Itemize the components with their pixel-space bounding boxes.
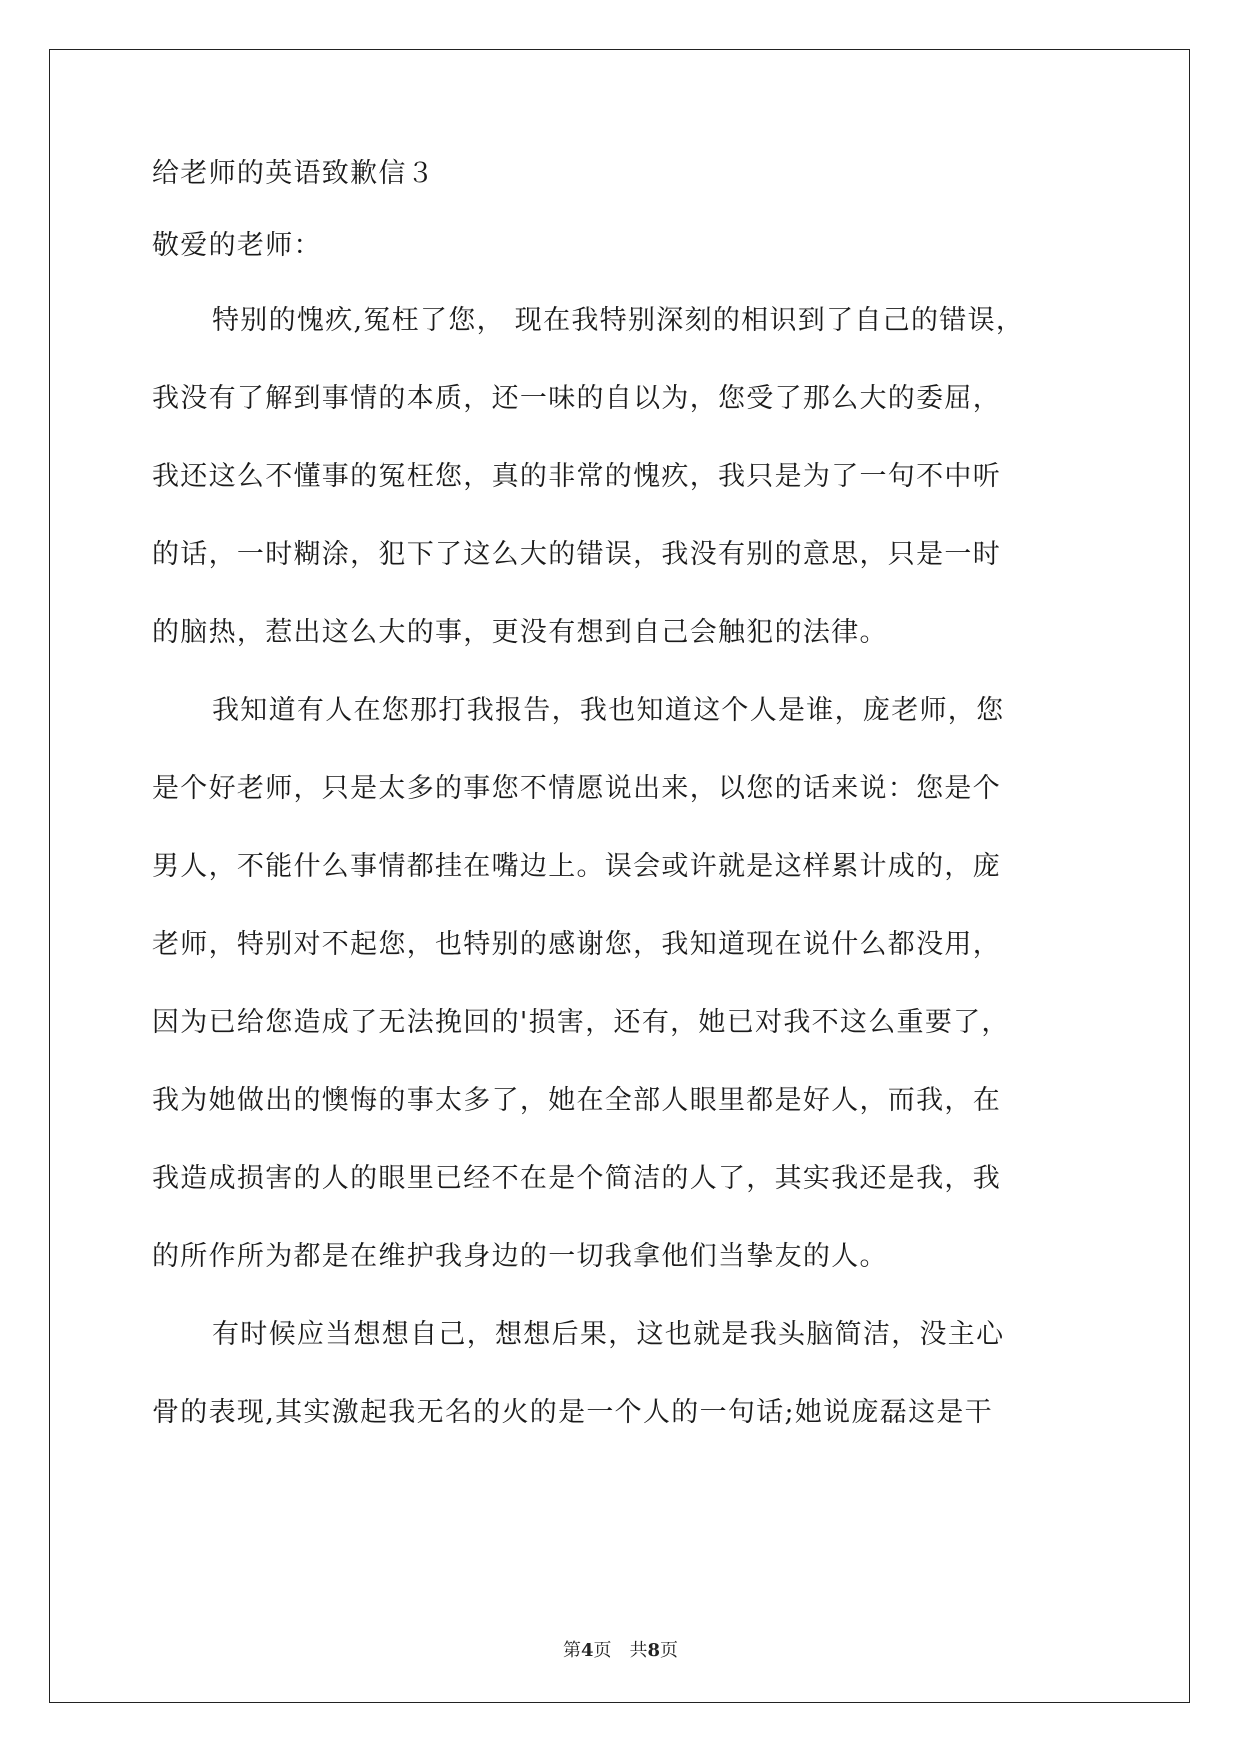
- body-line: 的所作所为都是在维护我身边的一切我拿他们当挚友的人。: [152, 1241, 888, 1272]
- footer-mid: 页 共: [593, 1640, 648, 1661]
- body-line: 我还这么不懂事的冤枉您，真的非常的愧疚，我只是为了一句不中听: [152, 461, 1001, 492]
- footer-suffix: 页: [660, 1640, 679, 1661]
- body-line: 我没有了解到事情的本质，还一味的自以为，您受了那么大的委屈，: [152, 383, 1001, 414]
- body-line: 男人，不能什么事情都挂在嘴边上。误会或许就是这样累计成的，庞: [152, 851, 1001, 882]
- body-line: 特别的愧疚,冤枉了您， 现在我特别深刻的相识到了自己的错误，: [212, 305, 1025, 336]
- body-line: 有时候应当想想自己，想想后果，这也就是我头脑简洁，没主心: [212, 1319, 1005, 1350]
- body-line: 老师，特别对不起您，也特别的感谢您，我知道现在说什么都没用，: [152, 929, 1001, 960]
- body-line: 我知道有人在您那打我报告，我也知道这个人是谁，庞老师，您: [212, 695, 1005, 726]
- salutation: 敬爱的老师：: [152, 230, 322, 261]
- page-footer: [0, 1636, 1241, 1662]
- current-page-number: 4: [580, 1640, 594, 1661]
- body-line: 是个好老师，只是太多的事您不情愿说出来，以您的话来说：您是个: [152, 773, 1001, 804]
- footer-prefix: 第: [562, 1640, 581, 1661]
- body-line: 我造成损害的人的眼里已经不在是个简洁的人了，其实我还是我，我: [152, 1163, 1001, 1194]
- body-line: 的话，一时糊涂，犯下了这么大的错误，我没有别的意思，只是一时: [152, 539, 1001, 570]
- body-line: 我为她做出的懊悔的事太多了，她在全部人眼里都是好人，而我，在: [152, 1085, 1001, 1116]
- document-title: 给老师的英语致歉信３: [152, 158, 435, 189]
- body-line: 骨的表现,其实激起我无名的火的是一个人的一句话;她说庞磊这是干: [152, 1397, 993, 1428]
- body-line: 因为已给您造成了无法挽回的'损害，还有，她已对我不这么重要了，: [152, 1007, 1010, 1038]
- body-line: 的脑热，惹出这么大的事，更没有想到自己会触犯的法律。: [152, 617, 888, 648]
- total-pages-number: 8: [647, 1640, 661, 1661]
